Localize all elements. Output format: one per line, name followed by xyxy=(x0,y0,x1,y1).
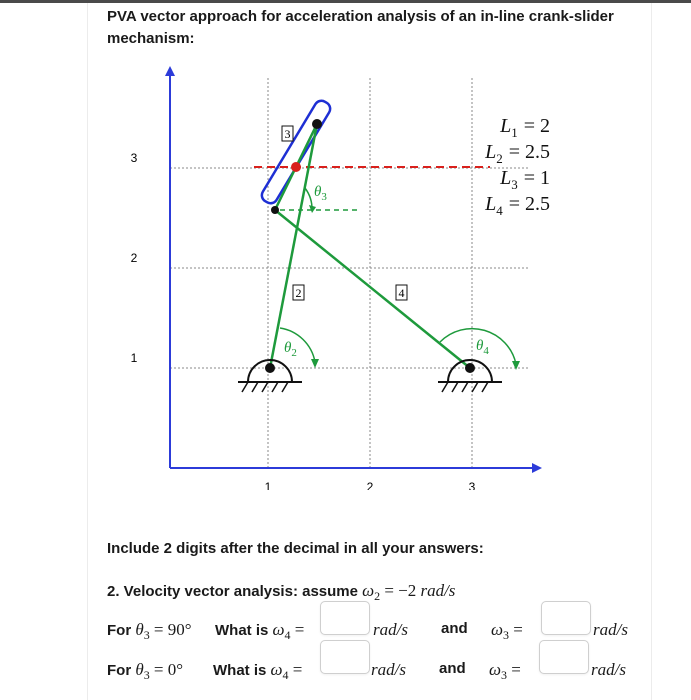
omega4-answer-input[interactable] xyxy=(320,601,370,635)
omega3-prompt: $\omega_3$ = xyxy=(489,660,521,682)
y-tick-label: 1 xyxy=(130,351,138,365)
theta2-label: $\theta_2$ xyxy=(284,340,297,359)
length-l4: $L_4 = 2.5$ xyxy=(485,193,550,218)
joint-red xyxy=(291,162,301,172)
length-l2: $L_2 = 2.5$ xyxy=(485,141,550,166)
omega4-unit: rad/s xyxy=(373,620,408,639)
y-tick-label: 3 xyxy=(130,151,138,165)
omega2-sub: 2 xyxy=(374,589,381,603)
theta4-label: $\theta_4$ xyxy=(476,338,489,357)
answer-row-theta3-0 xyxy=(107,648,667,688)
omega2-value: = −2 xyxy=(384,581,417,600)
joint-slider-tip xyxy=(312,119,322,129)
axes xyxy=(165,66,542,473)
y-tick-label: 2 xyxy=(130,251,138,265)
theta2-arrowhead xyxy=(311,359,319,368)
link-2 xyxy=(270,124,317,368)
lengths-legend xyxy=(484,115,550,218)
joint-b xyxy=(271,206,279,214)
omega4-answer-input[interactable] xyxy=(320,640,370,674)
length-l1: $L_1 = 2$ xyxy=(500,115,550,140)
theta-condition: For $\theta_3 = 0^\circ$ xyxy=(107,660,184,682)
omega3-unit: rad/s xyxy=(593,620,628,639)
slider-block xyxy=(259,98,332,206)
svg-text:3: 3 xyxy=(284,127,291,141)
svg-text:4: 4 xyxy=(398,286,405,300)
ground-pivot-left xyxy=(238,360,302,392)
mechanism-figure xyxy=(100,60,550,490)
grid xyxy=(170,78,530,468)
theta-condition: For $\theta_3 = 90^\circ$ xyxy=(107,620,192,642)
x-tick-label: 3 xyxy=(468,480,476,490)
theta4-arrowhead xyxy=(512,361,520,370)
and-label: and xyxy=(441,620,468,637)
x-tick-label: 1 xyxy=(264,480,272,490)
ground-pivot-right xyxy=(438,360,502,392)
omega4-unit: rad/s xyxy=(371,660,406,679)
omega2-unit: rad/s xyxy=(420,581,456,600)
omega2-symbol: ω xyxy=(362,581,375,600)
link-label-2 xyxy=(293,285,304,300)
length-l3: $L_3 = 1$ xyxy=(500,167,550,192)
theta3-arrowhead xyxy=(309,205,316,213)
omega3-unit: rad/s xyxy=(591,660,626,679)
link-label-3 xyxy=(282,126,293,141)
omega4-prompt: What is $\omega_4$ = xyxy=(215,620,305,642)
omega3-answer-input[interactable] xyxy=(539,640,589,674)
and-label: and xyxy=(439,660,466,677)
link-label-4 xyxy=(396,285,407,300)
omega4-prompt: What is $\omega_4$ = xyxy=(213,660,303,682)
x-tick-label: 2 xyxy=(366,480,374,490)
question-label: 2. Velocity vector analysis: assume xyxy=(107,583,358,600)
velocity-question-heading xyxy=(107,581,455,604)
svg-text:2: 2 xyxy=(295,286,302,300)
theta3-label: $\theta_3$ xyxy=(314,184,327,203)
page-title: PVA vector approach for acceleration analysis of an in-line crank-slider mechanism: xyxy=(107,8,614,47)
omega3-prompt: $\omega_3$ = xyxy=(491,620,523,642)
instruction-note: Include 2 digits after the decimal in all your answers: xyxy=(107,540,484,557)
omega3-answer-input[interactable] xyxy=(541,601,591,635)
